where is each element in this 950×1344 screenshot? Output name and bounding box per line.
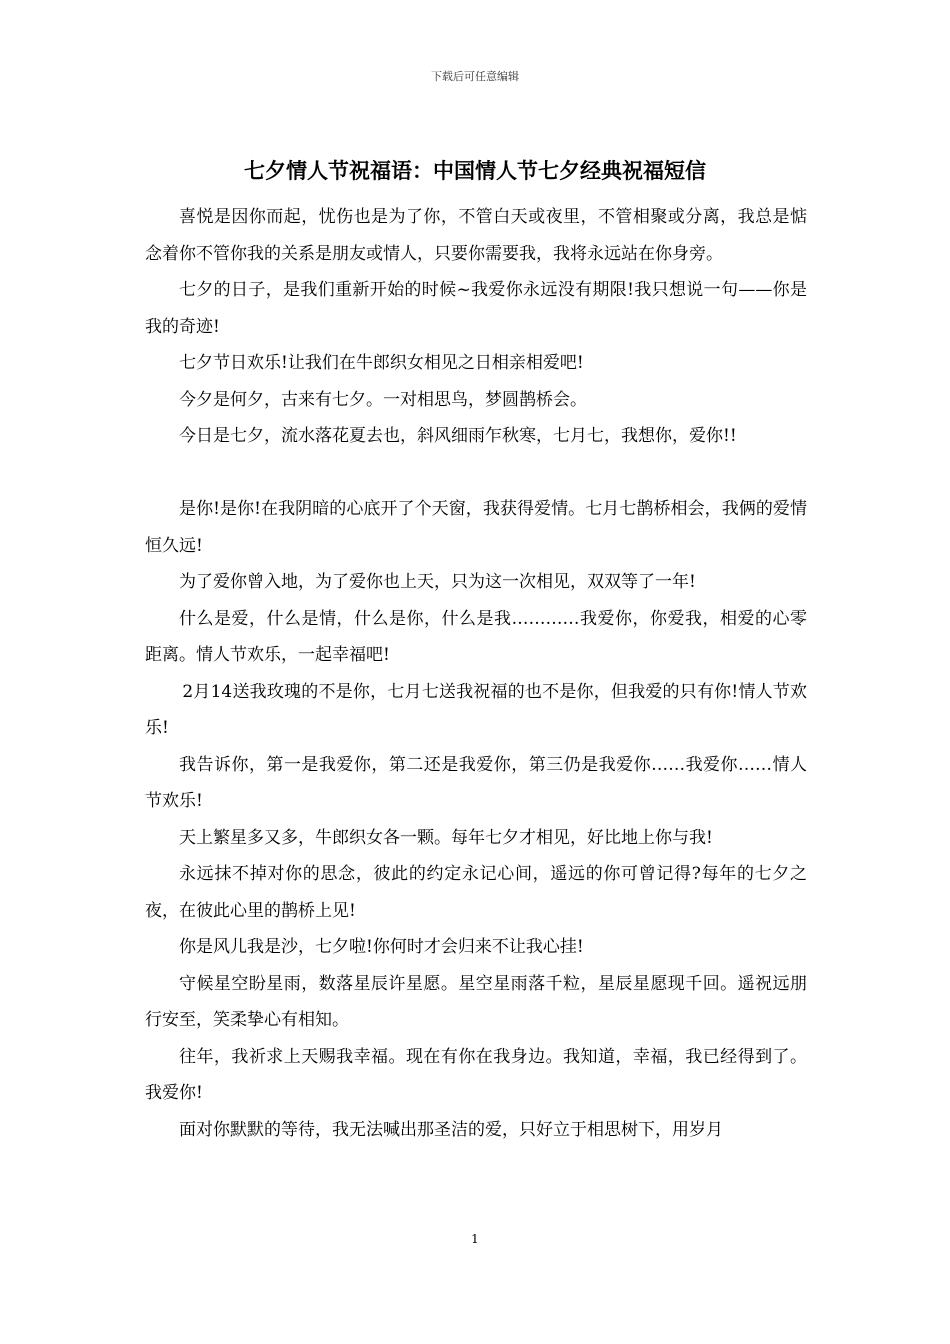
paragraph: 你是风儿我是沙，七夕啦!你何时才会归来不让我心挂! xyxy=(179,937,584,957)
paragraph: 2月14送我玫瑰的不是你，七月七送我祝福的也不是你，但我爱的只有你!情人节欢乐! xyxy=(145,681,807,738)
document-title: 七夕情人节祝福语：中国情人节七夕经典祝福短信 xyxy=(244,159,706,183)
paragraph: 今夕是何夕，古来有七夕。一对相思鸟，梦圆鹊桥会。 xyxy=(179,389,587,410)
blank-line xyxy=(145,455,807,492)
page-header: 下载后可任意编辑 xyxy=(431,70,519,83)
paragraph: 是你!是你!在我阴暗的心底开了个天窗，我获得爱情。七月七鹊桥相会，我俩的爱情恒久远! xyxy=(145,499,807,556)
paragraph: 喜悦是因你而起，忧伤也是为了你，不管白天或夜里，不管相聚或分离，我总是惦念着你不管你我的关系是朋友或情人，只要你需要我，我将永远站在你身旁。 xyxy=(145,207,807,264)
paragraph: 守候星空盼星雨，数落星辰许星愿。星空星雨落千粒，星辰星愿现千回。遥祝远朋行安至，笑柔挚心有相知。 xyxy=(145,973,807,1030)
paragraph: 往年，我祈求上天赐我幸福。现在有你在我身边。我知道，幸福，我已经得到了。我爱你! xyxy=(145,1046,807,1103)
paragraph: 永远抹不掉对你的思念，彼此的约定永记心间，遥远的你可曾记得?每年的七夕之夜，在彼此心里的鹊桥上见! xyxy=(145,864,807,921)
page-number: 1 xyxy=(471,1232,479,1246)
paragraph: 为了爱你曾入地，为了爱你也上天，只为这一次相见，双双等了一年! xyxy=(179,572,696,592)
paragraph: 七夕的日子，是我们重新开始的时候~我爱你永远没有期限!我只想说一句——你是我的奇迹! xyxy=(145,280,807,337)
paragraph: 今日是七夕，流水落花夏去也，斜风细雨乍秋寒，七月七，我想你，爱你!! xyxy=(179,426,737,446)
paragraph: 我告诉你，第一是我爱你，第二还是我爱你，第三仍是我爱你……我爱你……情人节欢乐! xyxy=(145,754,807,811)
paragraph: 面对你默默的等待，我无法喊出那圣洁的爱，只好立于相思树下，用岁月 xyxy=(179,1119,723,1140)
paragraph: 什么是爱，什么是情，什么是你，什么是我…………我爱你，你爱我，相爱的心零距离。情人节欢乐，一起幸福吧! xyxy=(145,608,807,665)
paragraph: 天上繁星多又多，牛郎织女各一颗。每年七夕才相见，好比地上你与我! xyxy=(179,827,713,848)
paragraph: 七夕节日欢乐!让我们在牛郎织女相见之日相亲相爱吧! xyxy=(179,353,584,373)
document-body xyxy=(145,199,807,1148)
